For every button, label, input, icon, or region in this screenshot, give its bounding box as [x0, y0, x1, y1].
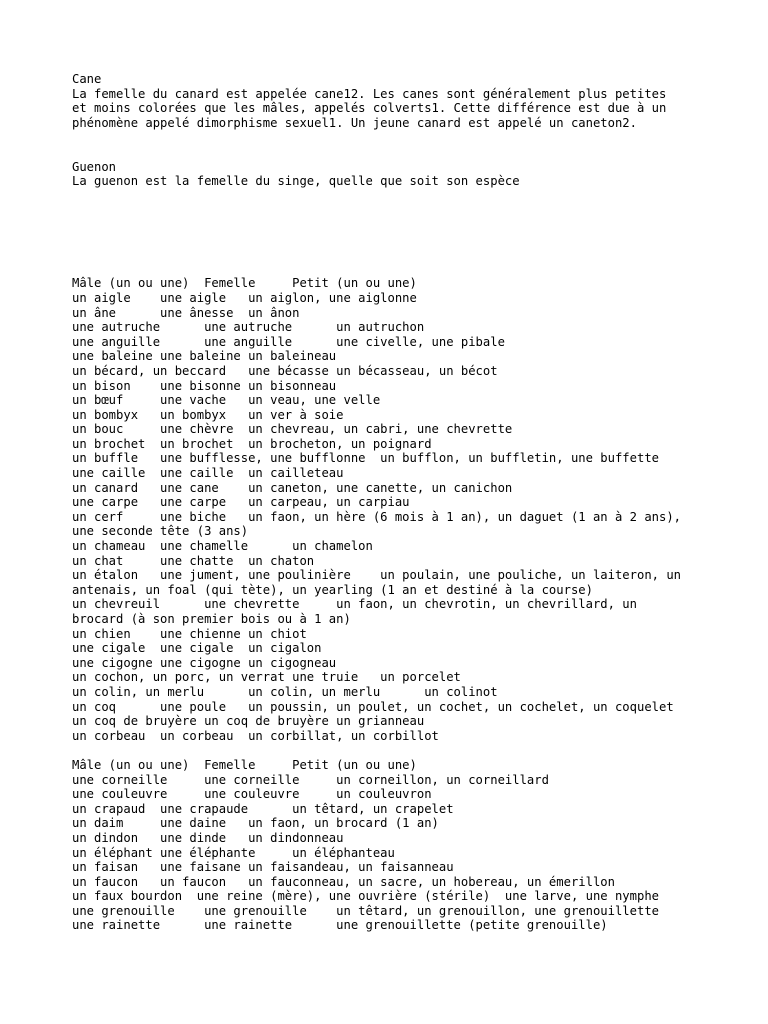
table-row: un âne une ânesse un ânon — [72, 305, 300, 320]
table-row: une carpe une carpe un carpeau, un carpiau — [72, 495, 410, 510]
table-row: un colin, un merlu un colin, un merlu un colinot — [72, 684, 498, 699]
table-row: un aigle une aigle un aiglon, une aiglonne — [72, 290, 417, 305]
table-row: une grenouille une grenouille un têtard, un grenouillon, une grenouillette — [72, 903, 659, 918]
table-row: un étalon une jument, une poulinière un poulain, une pouliche, un laiteron, un — [72, 568, 682, 583]
table-row: antenais, un foal (qui tète), un yearling (1 an et destiné à la course) — [72, 582, 593, 597]
table-row: un cerf une biche un faon, un hère (6 mois à 1 an), un daguet (1 an à 2 ans), — [72, 509, 682, 524]
table-row: une cigogne une cigogne un cigogneau — [72, 655, 337, 670]
table-row: une rainette une rainette une grenouillette (petite grenouille) — [72, 918, 608, 933]
paragraph-line: phénomène appelé dimorphisme sexuel1. Un jeune canard est appelé un caneton2. — [72, 115, 637, 130]
table-row: un bécard, un beccard une bécasse un bécasseau, un bécot — [72, 363, 498, 378]
paragraph-line: La guenon est la femelle du singe, quelle que soit son espèce — [72, 174, 520, 189]
table-row: un faisan une faisane un faisandeau, un faisanneau — [72, 860, 454, 875]
table-row: un chevreuil une chevrette un faon, un chevrotin, un chevrillard, un — [72, 597, 637, 612]
blank-gap — [72, 130, 712, 159]
blank-gap — [72, 743, 712, 758]
table-row: un éléphant une éléphante un éléphanteau — [72, 845, 395, 860]
table-row: un coq une poule un poussin, un poulet, un cochet, un cochelet, un coquelet — [72, 699, 674, 714]
table-row: une baleine une baleine un baleineau — [72, 349, 337, 364]
table-row: brocard (à son premier bois ou à 1 an) — [72, 612, 351, 626]
table-row: un bison une bisonne un bisonneau — [72, 378, 337, 393]
paragraph-line: La femelle du canard est appelée cane12. Les canes sont généralement plus petites — [72, 86, 667, 101]
table-row: un canard une cane un caneton, une canette, un canichon — [72, 480, 513, 495]
table-row: un chat une chatte un chaton — [72, 553, 315, 568]
table-row: un daim une daine un faon, un brocard (1 an) — [72, 816, 439, 831]
section-cane — [72, 72, 712, 130]
table-row: un faux bourdon une reine (mère), une ouvrière (stérile) une larve, une nymphe — [72, 889, 659, 904]
table-header: Mâle (un ou une) Femelle Petit (un ou une) — [72, 276, 417, 291]
table-row: un bouc une chèvre un chevreau, un cabri, une chevrette — [72, 422, 513, 437]
table-row: un crapaud une crapaude un têtard, un crapelet — [72, 801, 454, 816]
document-page — [72, 72, 712, 933]
table-row: une anguille une anguille une civelle, une pibale — [72, 334, 505, 349]
table-row: une caille une caille un cailleteau — [72, 466, 344, 481]
table-row: un bombyx un bombyx un ver à soie — [72, 407, 344, 422]
table-row: un coq de bruyère un coq de bruyère un grianneau — [72, 714, 425, 729]
table-row: un faucon un faucon un fauconneau, un sacre, un hobereau, un émerillon — [72, 874, 615, 889]
blank-gap — [72, 189, 712, 277]
table-row: un bœuf une vache un veau, une velle — [72, 393, 381, 408]
table-row: un chameau une chamelle un chamelon — [72, 539, 373, 554]
table-row: un chien une chienne un chiot — [72, 626, 307, 641]
table-row: un corbeau un corbeau un corbillat, un corbillot — [72, 728, 439, 743]
table-row: une autruche une autruche un autruchon — [72, 320, 425, 335]
table-row: un cochon, un porc, un verrat une truie un porcelet — [72, 670, 461, 685]
animal-table-2 — [72, 758, 712, 933]
table-header: Mâle (un ou une) Femelle Petit (un ou une) — [72, 757, 417, 772]
section-title-guenon: Guenon — [72, 159, 117, 174]
table-row: un brochet un brochet un brocheton, un poignard — [72, 436, 432, 451]
section-title-cane: Cane — [72, 72, 102, 86]
table-row: une corneille une corneille un corneillon, un corneillard — [72, 772, 549, 787]
paragraph-line: et moins colorées que les mâles, appelés colverts1. Cette différence est due à un — [72, 101, 667, 116]
table-row: une couleuvre une couleuvre un couleuvron — [72, 787, 432, 802]
table-row: une seconde tête (3 ans) — [72, 524, 249, 539]
animal-table-1 — [72, 276, 712, 743]
table-row: un dindon une dinde un dindonneau — [72, 830, 344, 845]
table-row: une cigale une cigale un cigalon — [72, 641, 322, 656]
table-row: un buffle une bufflesse, une bufflonne un bufflon, un buffletin, une buffette — [72, 451, 659, 466]
section-guenon — [72, 160, 712, 189]
